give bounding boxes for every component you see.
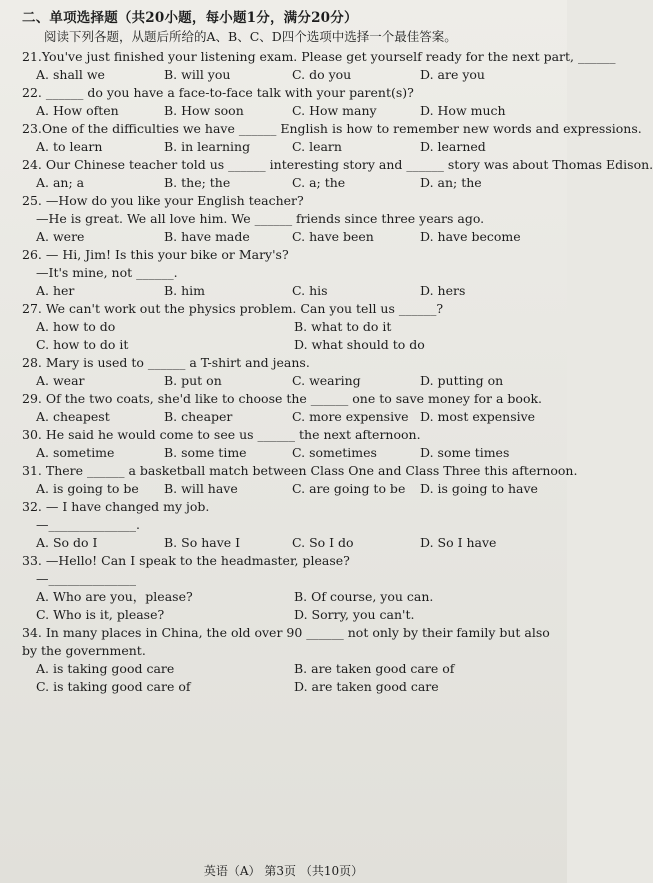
answer-option: A. were	[36, 229, 85, 244]
question-stem: 24. Our Chinese teacher told us ______ interesting story and ______ story was about Thomas Edison.	[22, 157, 653, 172]
answer-option: D. putting on	[420, 373, 504, 388]
answer-option: C. a; the	[292, 175, 346, 190]
options-group	[36, 102, 557, 120]
answer-option: B. in learning	[164, 139, 251, 154]
options-group	[36, 408, 557, 426]
question-stem: 27. We can't work out the physics problem. Can you tell us ______?	[22, 301, 444, 316]
answer-option: B. have made	[164, 229, 250, 244]
answer-option: C. his	[292, 283, 328, 298]
answer-option: A. sometime	[36, 445, 115, 460]
question-item	[22, 498, 557, 552]
answer-option: D. some times	[420, 445, 510, 460]
answer-option: C. Who is it, please?	[36, 607, 165, 622]
question-item	[22, 624, 557, 696]
question-stem: 28. Mary is used to ______ a T-shirt and jeans.	[22, 355, 310, 370]
answer-option: B. put on	[164, 373, 222, 388]
question-stem: 29. Of the two coats, she'd like to choose the ______ one to save money for a book.	[22, 391, 543, 406]
answer-option: A. is taking good care	[36, 661, 175, 676]
options-group	[36, 138, 557, 156]
answer-option: A. her	[36, 283, 75, 298]
question-item	[22, 300, 557, 354]
answer-option: A. to learn	[36, 139, 103, 154]
options-group	[36, 228, 557, 246]
answer-option: C. learn	[292, 139, 342, 154]
answer-option: D. is going to have	[420, 481, 538, 496]
answer-option: B. Of course, you can.	[294, 589, 434, 604]
answer-option: B. will have	[164, 481, 238, 496]
answer-option: B. him	[164, 283, 206, 298]
answer-option: C. are going to be	[292, 481, 406, 496]
options-group	[36, 588, 557, 624]
question-stem: 26. — Hi, Jim! Is this your bike or Mary's?	[22, 247, 289, 262]
question-item	[22, 48, 616, 84]
answer-option: A. cheapest	[36, 409, 110, 424]
answer-option: B. some time	[164, 445, 247, 460]
question-item	[22, 246, 557, 300]
options-group	[36, 372, 557, 390]
question-stem: 30. He said he would come to see us ______ the next afternoon.	[22, 427, 421, 442]
question-item	[22, 426, 557, 462]
answer-option: D. learned	[420, 139, 486, 154]
answer-option: A. shall we	[36, 67, 105, 82]
answer-option: D. Sorry, you can't.	[294, 607, 415, 622]
options-group	[36, 318, 557, 354]
question-stem: 22. ______ do you have a face-to-face talk with your parent(s)?	[22, 85, 414, 100]
question-stem: 33. —Hello! Can I speak to the headmaster, please?	[22, 553, 350, 568]
answer-option: D. How much	[420, 103, 506, 118]
answer-option: D. hers	[420, 283, 466, 298]
answer-option: C. So I do	[292, 535, 354, 550]
answer-option: A. how to do	[36, 319, 116, 334]
answer-option: B. are taken good care of	[294, 661, 455, 676]
options-group	[36, 660, 557, 696]
question-list	[22, 48, 653, 696]
question-item	[22, 354, 557, 390]
answer-option: D. have become	[420, 229, 521, 244]
answer-option: C. is taking good care of	[36, 679, 191, 694]
question-stem: 21.You've just finished your listening exam. Please get yourself ready for the next part, ______	[22, 49, 616, 64]
options-group	[36, 444, 557, 462]
answer-option: B. cheaper	[164, 409, 233, 424]
options-group	[36, 174, 557, 192]
dialog-line: —It's mine, not ______.	[36, 265, 178, 280]
answer-option: A. wear	[36, 373, 85, 388]
answer-option: B. So have I	[164, 535, 241, 550]
answer-option: A. is going to be	[36, 481, 139, 496]
options-group	[36, 66, 557, 84]
answer-option: B. what to do it	[294, 319, 392, 334]
answer-option: A. an; a	[36, 175, 85, 190]
answer-option: D. are taken good care	[294, 679, 439, 694]
answer-option: C. have been	[292, 229, 374, 244]
answer-option: B. the; the	[164, 175, 231, 190]
section-title: 二、单项选择题（共20小题，每小题1分，满分20分）	[22, 10, 358, 26]
answer-option: C. sometimes	[292, 445, 377, 460]
options-group	[36, 480, 557, 498]
answer-option: A. So do I	[36, 535, 98, 550]
options-group	[36, 534, 557, 552]
question-item	[22, 156, 653, 192]
dialog-line: —He is great. We all love him. We ______ friends since three years ago.	[36, 211, 485, 226]
question-stem: 32. — I have changed my job.	[22, 499, 210, 514]
question-item	[22, 192, 557, 246]
question-item	[22, 462, 578, 498]
options-group	[36, 282, 557, 300]
page-footer: 英语（A） 第3页 （共10页）	[203, 864, 364, 878]
answer-option: B. How soon	[164, 103, 244, 118]
question-item	[22, 84, 557, 120]
dialog-line: —______________.	[36, 517, 140, 532]
answer-option: D. are you	[420, 67, 485, 82]
answer-option: B. will you	[164, 67, 231, 82]
answer-option: A. How often	[36, 103, 119, 118]
answer-option: A. Who are you，please?	[36, 589, 193, 604]
answer-option: C. more expensive	[292, 409, 409, 424]
answer-option: D. what should to do	[294, 337, 425, 352]
answer-option: C. how to do it	[36, 337, 129, 352]
question-stem: 23.One of the difficulties we have ______ English is how to remember new words and expressions.	[22, 121, 642, 136]
answer-option: D. most expensive	[420, 409, 536, 424]
question-stem: 31. There ______ a basketball match between Class One and Class Three this afternoon.	[22, 463, 578, 478]
question-item	[22, 390, 557, 426]
answer-option: C. How many	[292, 103, 377, 118]
answer-option: D. an; the	[420, 175, 482, 190]
answer-option: D. So I have	[420, 535, 497, 550]
answer-option: C. wearing	[292, 373, 361, 388]
answer-option: C. do you	[292, 67, 352, 82]
question-item	[22, 120, 642, 156]
question-item	[22, 552, 557, 624]
question-stem: 34. In many places in China, the old over 90 ______ not only by their family but also by the government.	[22, 625, 550, 658]
question-stem: 25. —How do you like your English teacher?	[22, 193, 304, 208]
section-instruction: 阅读下列各题，从题后所给的A、B、C、D四个选项中选择一个最佳答案。	[44, 29, 457, 44]
dialog-line: —______________	[36, 571, 136, 586]
